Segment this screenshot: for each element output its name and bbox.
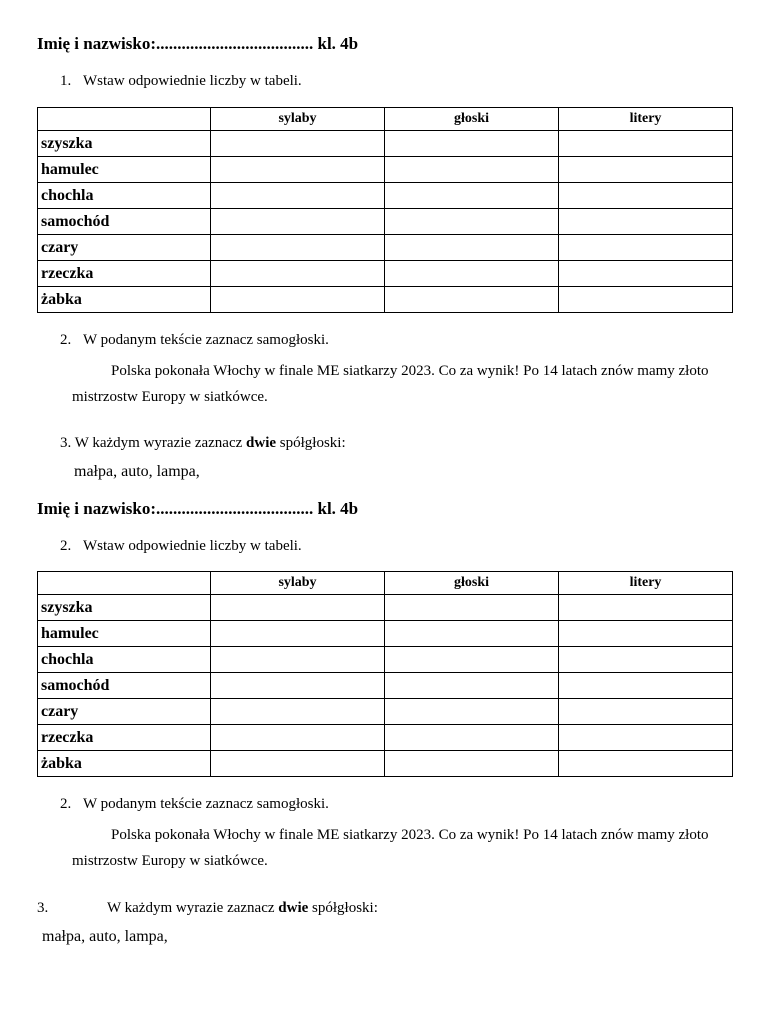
answer-cell[interactable] [385, 157, 559, 183]
answer-cell[interactable] [385, 595, 559, 621]
answer-cell[interactable] [559, 209, 733, 235]
name-class-header: Imię i nazwisko:..................................... kl. 4b [37, 499, 359, 518]
answer-cell[interactable] [211, 751, 385, 777]
question-text: W podanym tekście zaznacz samogłoski. [83, 332, 329, 348]
answer-cell[interactable] [211, 699, 385, 725]
word-cell: szyszka [38, 131, 211, 157]
word-cell: hamulec [38, 621, 211, 647]
question-text-bold: dwie [278, 900, 309, 916]
answer-cell[interactable] [211, 261, 385, 287]
volleyball-paragraph: Polska pokonała Włochy w finale ME siatkarzy 2023. Co za wynik! Po 14 latach znów mamy złoto mistrzostw Europy w siatkówce. [72, 363, 709, 405]
answer-cell[interactable] [211, 595, 385, 621]
word-cell: szyszka [38, 595, 211, 621]
answer-cell[interactable] [211, 235, 385, 261]
table-header-row [38, 108, 733, 131]
table-row [38, 131, 733, 157]
question-number: 1. [60, 73, 72, 89]
table-row [38, 157, 733, 183]
word-cell: samochód [38, 673, 211, 699]
question-3 [37, 900, 378, 917]
word-cell: rzeczka [38, 261, 211, 287]
word-cell: hamulec [38, 157, 211, 183]
table-row [38, 751, 733, 777]
answer-cell[interactable] [559, 725, 733, 751]
table-header-cell: litery [559, 572, 733, 595]
question-number: 2. [60, 538, 72, 554]
table-header-cell: litery [559, 108, 733, 131]
question-text: W podanym tekście zaznacz samogłoski. [83, 796, 329, 812]
question-1 [60, 538, 302, 555]
answer-cell[interactable] [385, 725, 559, 751]
table-row [38, 595, 733, 621]
table-row [38, 235, 733, 261]
answer-cell[interactable] [385, 751, 559, 777]
answer-cell[interactable] [385, 673, 559, 699]
answer-cell[interactable] [211, 287, 385, 313]
answer-cell[interactable] [385, 621, 559, 647]
question-2 [60, 796, 329, 813]
question-text-end: spółgłoski: [312, 900, 378, 916]
answer-cell[interactable] [559, 261, 733, 287]
question-number: 2. [60, 796, 72, 812]
answer-cell[interactable] [559, 647, 733, 673]
table-row [38, 287, 733, 313]
question-2 [60, 332, 329, 349]
answer-cell[interactable] [211, 183, 385, 209]
table-header-cell: głoski [385, 572, 559, 595]
table-header-cell [38, 108, 211, 131]
word-cell: chochla [38, 647, 211, 673]
answer-cell[interactable] [559, 287, 733, 313]
word-cell: chochla [38, 183, 211, 209]
answer-cell[interactable] [559, 131, 733, 157]
question-number: 2. [60, 332, 72, 348]
question-number: 3. [60, 435, 72, 451]
answer-cell[interactable] [559, 751, 733, 777]
answer-cell[interactable] [385, 287, 559, 313]
table-row [38, 725, 733, 751]
question-text-start: W każdym wyrazie zaznacz [107, 900, 275, 916]
answer-cell[interactable] [385, 647, 559, 673]
question-text-end: spółgłoski: [279, 435, 346, 451]
word-cell: żabka [38, 751, 211, 777]
answer-cell[interactable] [211, 725, 385, 751]
table-header-row [38, 572, 733, 595]
answer-cell[interactable] [559, 595, 733, 621]
answer-cell[interactable] [385, 183, 559, 209]
word-cell: czary [38, 235, 211, 261]
table-row [38, 209, 733, 235]
table-row [38, 183, 733, 209]
answer-cell[interactable] [211, 157, 385, 183]
table-header-cell: sylaby [211, 572, 385, 595]
name-class-header: Imię i nazwisko:..................................... kl. 4b [37, 34, 359, 53]
answer-cell[interactable] [385, 131, 559, 157]
table-header-cell: sylaby [211, 108, 385, 131]
answer-cell[interactable] [385, 235, 559, 261]
answer-cell[interactable] [559, 235, 733, 261]
table-row [38, 647, 733, 673]
answer-cell[interactable] [211, 209, 385, 235]
question-text-bold: dwie [246, 435, 277, 451]
word-list: małpa, auto, lampa, [42, 928, 168, 945]
letters-table [37, 571, 733, 777]
question-3 [60, 435, 346, 452]
answer-cell[interactable] [559, 183, 733, 209]
answer-cell[interactable] [559, 673, 733, 699]
table-header-cell: głoski [385, 108, 559, 131]
answer-cell[interactable] [211, 673, 385, 699]
table-row [38, 673, 733, 699]
word-cell: żabka [38, 287, 211, 313]
word-list: małpa, auto, lampa, [74, 463, 200, 480]
table-row [38, 261, 733, 287]
question-1 [60, 73, 302, 90]
word-cell: czary [38, 699, 211, 725]
answer-cell[interactable] [385, 209, 559, 235]
answer-cell[interactable] [211, 131, 385, 157]
answer-cell[interactable] [559, 699, 733, 725]
table-row [38, 699, 733, 725]
question-number: 3. [37, 900, 49, 916]
word-cell: samochód [38, 209, 211, 235]
answer-cell[interactable] [559, 157, 733, 183]
question-text: Wstaw odpowiednie liczby w tabeli. [83, 73, 302, 89]
answer-cell[interactable] [211, 647, 385, 673]
word-cell: rzeczka [38, 725, 211, 751]
answer-cell[interactable] [559, 621, 733, 647]
volleyball-paragraph: Polska pokonała Włochy w finale ME siatkarzy 2023. Co za wynik! Po 14 latach znów mamy złoto mistrzostw Europy w siatkówce. [72, 827, 709, 869]
answer-cell[interactable] [385, 699, 559, 725]
answer-cell[interactable] [385, 261, 559, 287]
table-header-cell [38, 572, 211, 595]
question-text-start: W każdym wyrazie zaznacz [74, 435, 243, 451]
question-text: Wstaw odpowiednie liczby w tabeli. [83, 538, 302, 554]
letters-table [37, 107, 733, 313]
answer-cell[interactable] [211, 621, 385, 647]
table-row [38, 621, 733, 647]
